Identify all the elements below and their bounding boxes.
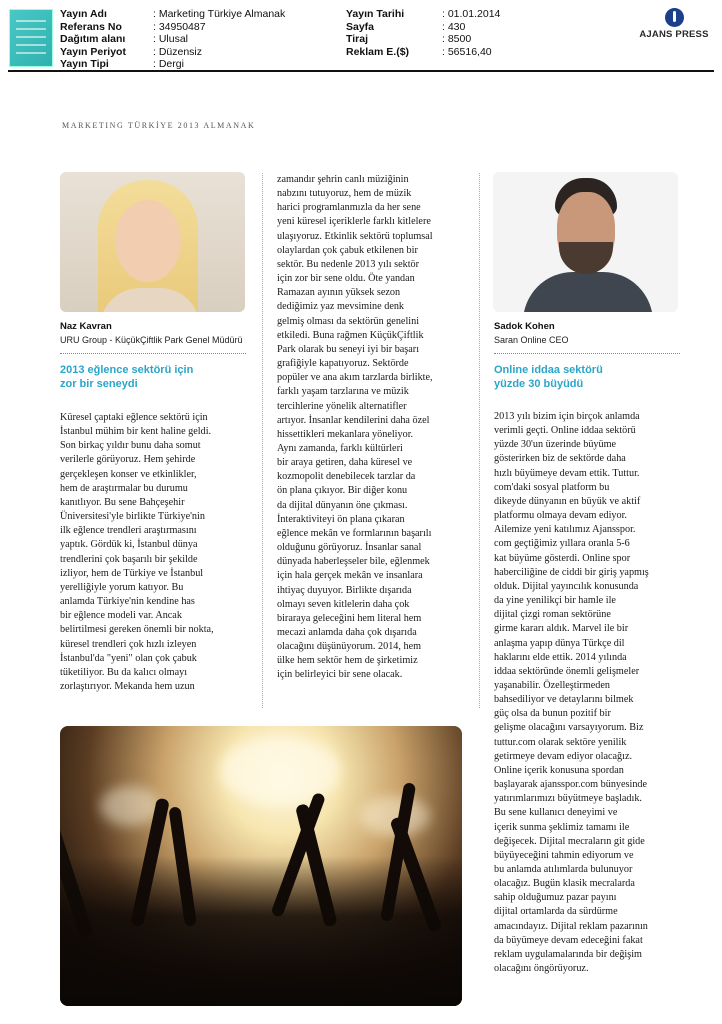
meta-row-yayin-tarihi: Yayın Tarihi : 01.01.2014 bbox=[346, 8, 501, 20]
article-column-3: 2013 yılı bizim için birçok anlamda verimli geçti. Online iddaa sektörü yüzde 30'un üzerinde büyüme gösterirken biz de sektörde daha hızlı büyümeye devam ettik. Tuttur. com'daki sosyal platform bu dikeyde dünyanın en büyük ve aktif platformu olmaya devam ediyor. Ailemize yeni katılımız Ajansspor. com geçtiğimiz yıllara oranla 5-6 kat büyüme gösterdi. Online spor haberciliğine de ciddi bir giriş yapmış olduk. Dijital yayıncılık konusunda da yine yenilikçi bir hamle ile dijital çizgi roman sektörüne girme kararı aldık. Marvel ile bir anlaşma yapıp dünya Türkçe dil haklarını elde ettik. 2014 yılında iddaa sektöründe önemli gelişmeler yaşanabilir. Özelleştirmeden bahsediliyor ve detaylarını bilmek güç olsa da bunun pozitif bir gelişme olacağını varsayıyorum. Biz tuttur.com olarak sektöre yenilik getirmeye devam ediyor olacağız. Online içerik konusuna spordan başlayarak ajansspor.com bünyesinde yatırımlarımızı büyütmeye başladık. Bu sene kullanıcı deneyimi ve içerik sunma şeklimiz tamamı ile değişecek. Dijital mecraların git gide büyüyeceğini tahmin ediyorum ve bu anlamda atılımlarda bulunuyor olacağız. Bugün klasik mecralarda sahip olduğumuz pazar payını dijital ortamlarda da sürdürme amacındayız. Dijital reklam pazarının da büyümeye devam edeceğini fakat reklam uygulamalarında bir değişim olacağını öngörüyoruz. bbox=[494, 411, 649, 975]
naz-kavran-photo bbox=[60, 172, 245, 312]
person2-divider bbox=[494, 353, 680, 354]
article-column-2: zamandır şehrin canlı müziğinin nabzını tutuyoruz, hem de müzik harici programlanmızla da her sene yeni küresel içeriklerle farklı kitlelere ulaşıyoruz. Etkinlik sektörü toplumsal olaylardan çok çabuk etkilenen bir sektör. Bu nedenle 2013 yılı sektör için zor bir sene oldu. Öte yandan Ramazan ayının yüksek sezon dediğimiz yaz mevsimine denk gelmiş olması da sektörün genelini etkiledi. Buna rağmen KüçükÇiftlik Park olarak bu seneyi iyi bir başarı grafiğiyle kapatıyoruz. Sektörde popüler ve ana akım tarzlarda birlikte, farklı yaşam tarzlarına ve müzik tercihlerine yönelik alternatifler artıyor. İnsanlar kendilerini daha özel hissettikleri mekanlara yöneliyor. Aynı zamanda, farklı kültürleri bir araya getiren, daha küresel ve kozmopolit denebilecek tarzlar da ön plana çıkıyor. Bir diğer konu da dijital dünyanın öne çıkması. İnteraktiviteyi ön plana çıkaran eğlence mekân ve formlarının başarılı olduğunu görüyoruz. İnsanlar sanal dünyada haberleşseler bile, eğlenmek için hala gerçek mekân ve insanlara ihtiyaç duyuyor. Birlikte dışarıda olmayı seven kitlelerin daha çok biraraya geleceğini hem literal hem mecazi anlamda daha çok dışarıda olacağını düşünüyorum. 2014, hem ülke hem sektör hem de şirketimiz için belirleyici bir sene olacak. bbox=[277, 174, 433, 681]
meta-row-sayfa: Sayfa : 430 bbox=[346, 20, 466, 33]
person2-headline: Online iddaa sektörü yüzde 30 büyüdü bbox=[494, 364, 603, 390]
person1-divider bbox=[60, 353, 246, 354]
concert-crowd-photo bbox=[60, 726, 462, 1006]
person1-headline: 2013 eğlence sektörü için zor bir seneydi bbox=[60, 364, 194, 390]
person2-role: Saran Online CEO bbox=[494, 335, 569, 345]
meta-row-referans-no: Referans No : 34950487 bbox=[60, 20, 206, 33]
meta-row-reklam: Reklam E.($) : 56516,40 bbox=[346, 45, 492, 58]
article-column-1: Küresel çaptaki eğlence sektörü için İstanbul mühim bir kent haline geldi. Son birkaç yıldır bunu daha somut verilerle görüyoruz. Hem şehirde gerçekleşen konser ve etkinlikler, hem de araştırmalar bu durumu kanıtlıyor. Bu sene Bahçeşehir Üniversitesi'yle birlikte Türkiye'nin ilk eğlence trendleri araştırmasını yaptık. Gördük ki, İstanbul dünya trendlerini çok başarılı bir şekilde izliyor, hem de Türkiye ve İstanbul yerelliğiyle yorum katıyor. Bu anlamda Türkiye'nin kendine has bir eğlence modeli var. Ancak belirtilmesi gereken önemli bir nokta, küresel trendleri çok hızlı izleyen İstanbul'da "yeni" olan çok çabuk tüketiliyor. Bu da kalıcı olmayı zorlaştırıyor. Mekanda hem uzun bbox=[60, 412, 214, 692]
publication-thumbnail bbox=[9, 9, 53, 67]
meta-row-dagitim-alani: Dağıtım alanı : Ulusal bbox=[60, 33, 189, 46]
header-divider bbox=[8, 70, 714, 72]
column-separator-1 bbox=[262, 173, 263, 708]
meta-row-tiraj: Tiraj : 8500 bbox=[346, 33, 472, 46]
meta-row-yayin-tipi: Yayın Tipi : Dergi bbox=[60, 58, 184, 71]
person2-name: Sadok Kohen bbox=[494, 321, 555, 332]
column-separator-2 bbox=[479, 173, 480, 708]
sadok-kohen-photo bbox=[493, 172, 678, 312]
meta-row-yayin-periyot: Yayın Periyot : Düzensiz bbox=[60, 45, 203, 58]
ajans-press-logo-icon bbox=[665, 8, 684, 27]
meta-row-yayin-adi: Yayın Adı : Marketing Türkiye Almanak bbox=[60, 8, 286, 20]
person1-name: Naz Kavran bbox=[60, 321, 112, 332]
magazine-name: MARKETING TÜRKİYE 2013 ALMANAK bbox=[62, 121, 256, 130]
publication-meta-left bbox=[60, 8, 285, 71]
ajans-press-logo: AJANS PRESS bbox=[633, 8, 715, 40]
publication-meta-right bbox=[346, 8, 500, 58]
person1-role: URU Group - KüçükÇiftlik Park Genel Müdürü bbox=[60, 335, 243, 345]
